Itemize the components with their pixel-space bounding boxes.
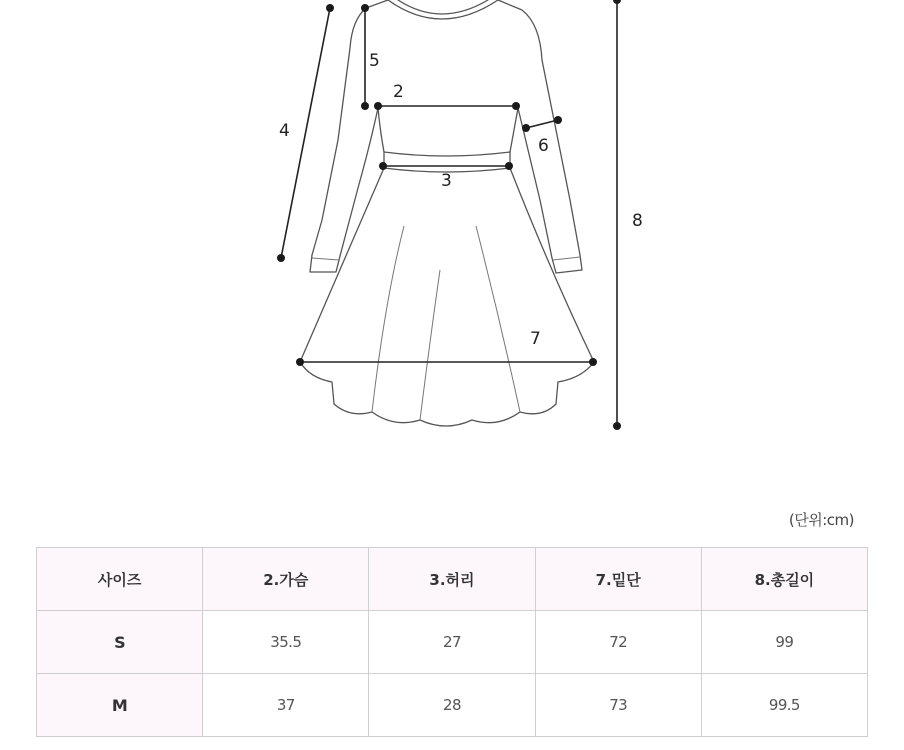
header-waist: 3.허리 (369, 548, 535, 611)
label-chest: 2 (393, 82, 404, 102)
waist-cell: 27 (369, 611, 535, 674)
hem-cell: 73 (535, 674, 701, 737)
size-table (36, 547, 868, 737)
table-row (37, 674, 868, 737)
label-total-length: 8 (632, 211, 643, 231)
header-total-length: 8.총길이 (701, 548, 867, 611)
label-shoulder-drop: 5 (369, 51, 380, 71)
label-waist: 3 (441, 171, 452, 191)
chest-cell: 37 (203, 674, 369, 737)
header-size: 사이즈 (37, 548, 203, 611)
label-sleeve-length: 4 (279, 121, 290, 141)
header-chest: 2.가슴 (203, 548, 369, 611)
label-sleeve-width: 6 (538, 136, 549, 156)
measurement-lines (277, 0, 621, 430)
size-cell: M (37, 674, 203, 737)
total-length-cell: 99 (701, 611, 867, 674)
table-header-row (37, 548, 868, 611)
waist-cell: 28 (369, 674, 535, 737)
label-hem: 7 (530, 329, 541, 349)
header-hem: 7.밑단 (535, 548, 701, 611)
measurement-labels (279, 51, 643, 349)
total-length-cell: 99.5 (701, 674, 867, 737)
unit-label: (단위:cm) (788, 511, 854, 529)
chest-cell: 35.5 (203, 611, 369, 674)
hem-cell: 72 (535, 611, 701, 674)
size-cell: S (37, 611, 203, 674)
table-row (37, 611, 868, 674)
